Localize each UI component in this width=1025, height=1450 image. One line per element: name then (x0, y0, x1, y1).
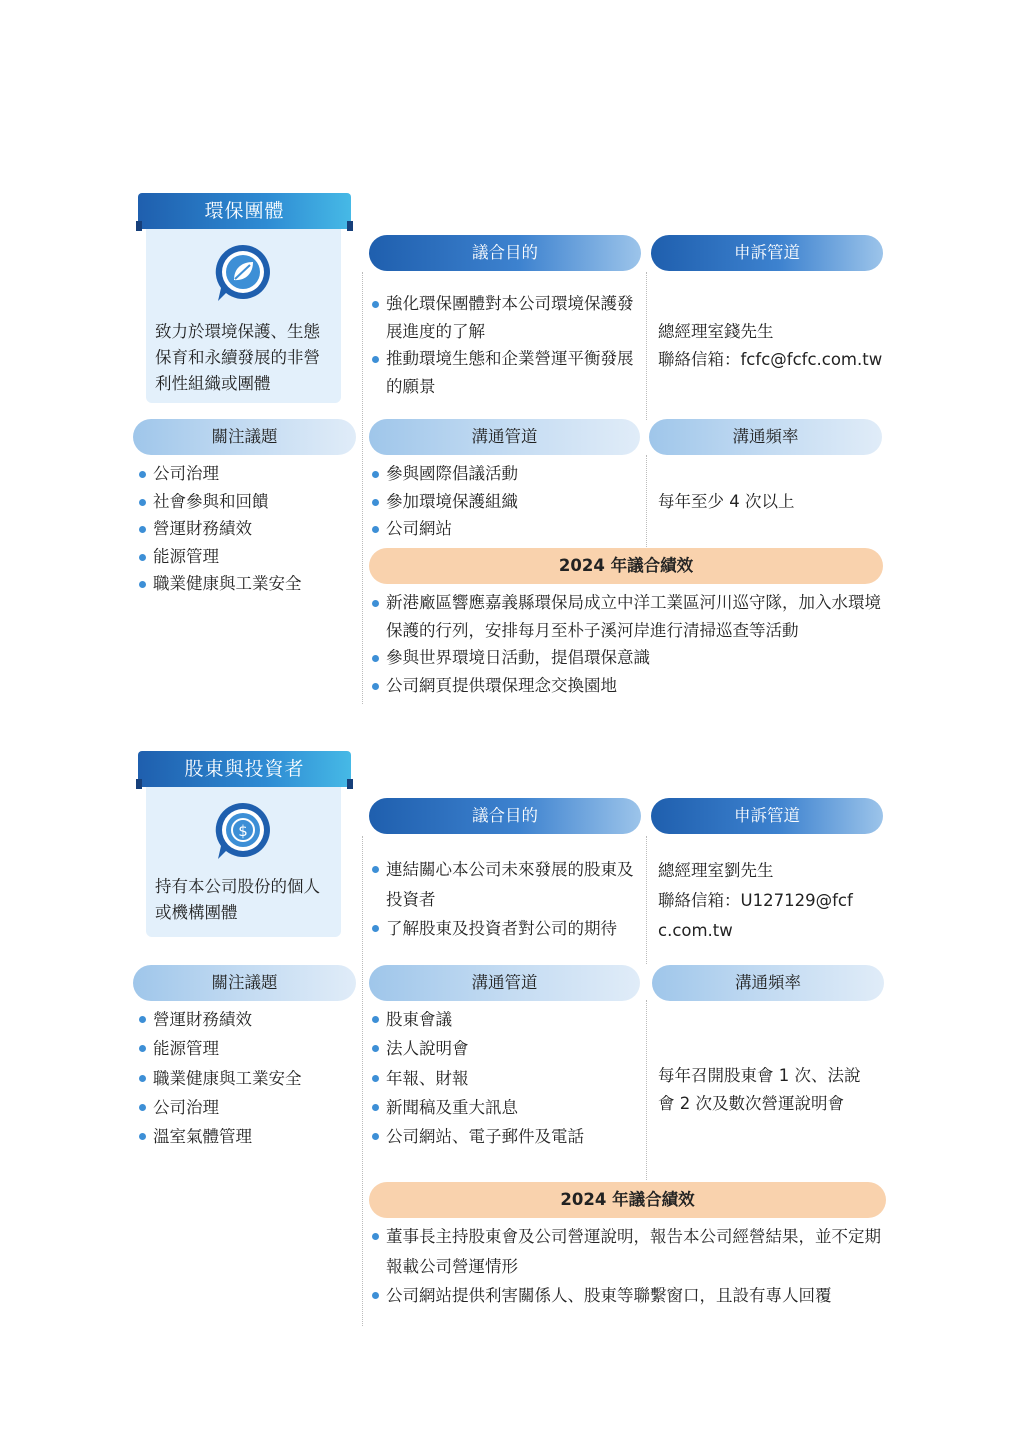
frequency-text: 每年召開股東會 1 次、法說會 2 次及數次營運說明會 (658, 1066, 861, 1113)
issues-list (137, 1005, 352, 1151)
list-item: 職業健康與工業安全 (137, 1064, 352, 1093)
list-item: 股東會議 (370, 1005, 640, 1034)
list-item: 營運財務績效 (137, 1005, 352, 1034)
divider (646, 1000, 647, 1180)
stakeholder-description: 持有本公司股份的個人或機構團體 (155, 877, 320, 922)
list-item: 參與世界環境日活動，提倡環保意識 (370, 644, 882, 672)
stakeholder-description-box (146, 229, 341, 403)
stakeholder-description: 致力於環境保護、生態保育和永續發展的非營利性組織或團體 (155, 322, 320, 393)
list-item: 強化環保團體對本公司環境保護發展進度的了解 (370, 290, 642, 345)
list-item: 公司網站、電子郵件及電話 (370, 1122, 640, 1151)
list-item: 溫室氣體管理 (137, 1122, 352, 1151)
divider (646, 272, 647, 420)
channels-list (370, 1005, 640, 1151)
complaint-header: 申訴管道 (651, 235, 883, 271)
channels-list (370, 460, 640, 543)
divider (646, 455, 647, 547)
issues-header: 關注議題 (133, 419, 356, 455)
list-item: 營運財務績效 (137, 515, 352, 543)
list-item: 公司治理 (137, 1093, 352, 1122)
dollar-icon (212, 799, 274, 861)
list-item: 能源管理 (137, 543, 352, 571)
stakeholder-description-box (146, 787, 341, 937)
performance-list (370, 1222, 882, 1311)
section-title: 環保團體 (138, 193, 351, 229)
divider (646, 836, 647, 964)
frequency-header: 溝通頻率 (652, 965, 884, 1001)
complaint-email: 聯絡信箱：fcfc@fcfc.com.tw (658, 350, 883, 369)
list-item: 董事長主持股東會及公司營運說明，報告本公司經營結果，並不定期報載公司營運情形 (370, 1222, 882, 1281)
list-item: 公司網頁提供環保理念交換園地 (370, 672, 882, 700)
channels-header: 溝通管道 (369, 419, 640, 455)
list-item: 能源管理 (137, 1034, 352, 1063)
complaint-header: 申訴管道 (651, 798, 883, 834)
list-item: 年報、財報 (370, 1064, 640, 1093)
purpose-list (370, 855, 642, 944)
list-item: 推動環境生態和企業營運平衡發展的願景 (370, 345, 642, 400)
list-item: 公司治理 (137, 460, 352, 488)
list-item: 參加環境保護組織 (370, 488, 640, 516)
issues-header: 關注議題 (133, 965, 356, 1001)
purpose-list (370, 290, 642, 400)
issues-list (137, 460, 352, 598)
channels-header: 溝通管道 (369, 965, 640, 1001)
list-item: 新港廠區響應嘉義縣環保局成立中洋工業區河川巡守隊，加入水環境保護的行列，安排每月至朴子溪河岸進行清掃巡查等活動 (370, 589, 882, 644)
list-item: 公司網站 (370, 515, 640, 543)
svg-text:$: $ (238, 822, 248, 840)
list-item: 參與國際倡議活動 (370, 460, 640, 488)
list-item: 連結關心本公司未來發展的股東及投資者 (370, 855, 642, 914)
frequency-text: 每年至少 4 次以上 (658, 492, 795, 511)
list-item: 了解股東及投資者對公司的期待 (370, 914, 642, 944)
complaint-email: 聯絡信箱：U127129@fcfc.com.tw (658, 891, 853, 940)
purpose-header: 議合目的 (369, 235, 641, 271)
complaint-contact: 總經理室錢先生 (658, 322, 774, 341)
divider (362, 272, 363, 704)
section-title: 股東與投資者 (138, 751, 351, 787)
divider (362, 836, 363, 1326)
list-item: 公司網站提供利害關係人、股東等聯繫窗口，且設有專人回覆 (370, 1281, 882, 1311)
performance-header: 2024 年議合績效 (369, 548, 883, 584)
performance-list (370, 589, 882, 699)
performance-header: 2024 年議合績效 (369, 1182, 886, 1218)
list-item: 職業健康與工業安全 (137, 570, 352, 598)
list-item: 社會參與和回饋 (137, 488, 352, 516)
list-item: 新聞稿及重大訊息 (370, 1093, 640, 1122)
frequency-header: 溝通頻率 (649, 419, 882, 455)
leaf-icon (212, 241, 274, 303)
list-item: 法人說明會 (370, 1034, 640, 1063)
purpose-header: 議合目的 (369, 798, 641, 834)
complaint-contact: 總經理室劉先生 (658, 861, 774, 880)
